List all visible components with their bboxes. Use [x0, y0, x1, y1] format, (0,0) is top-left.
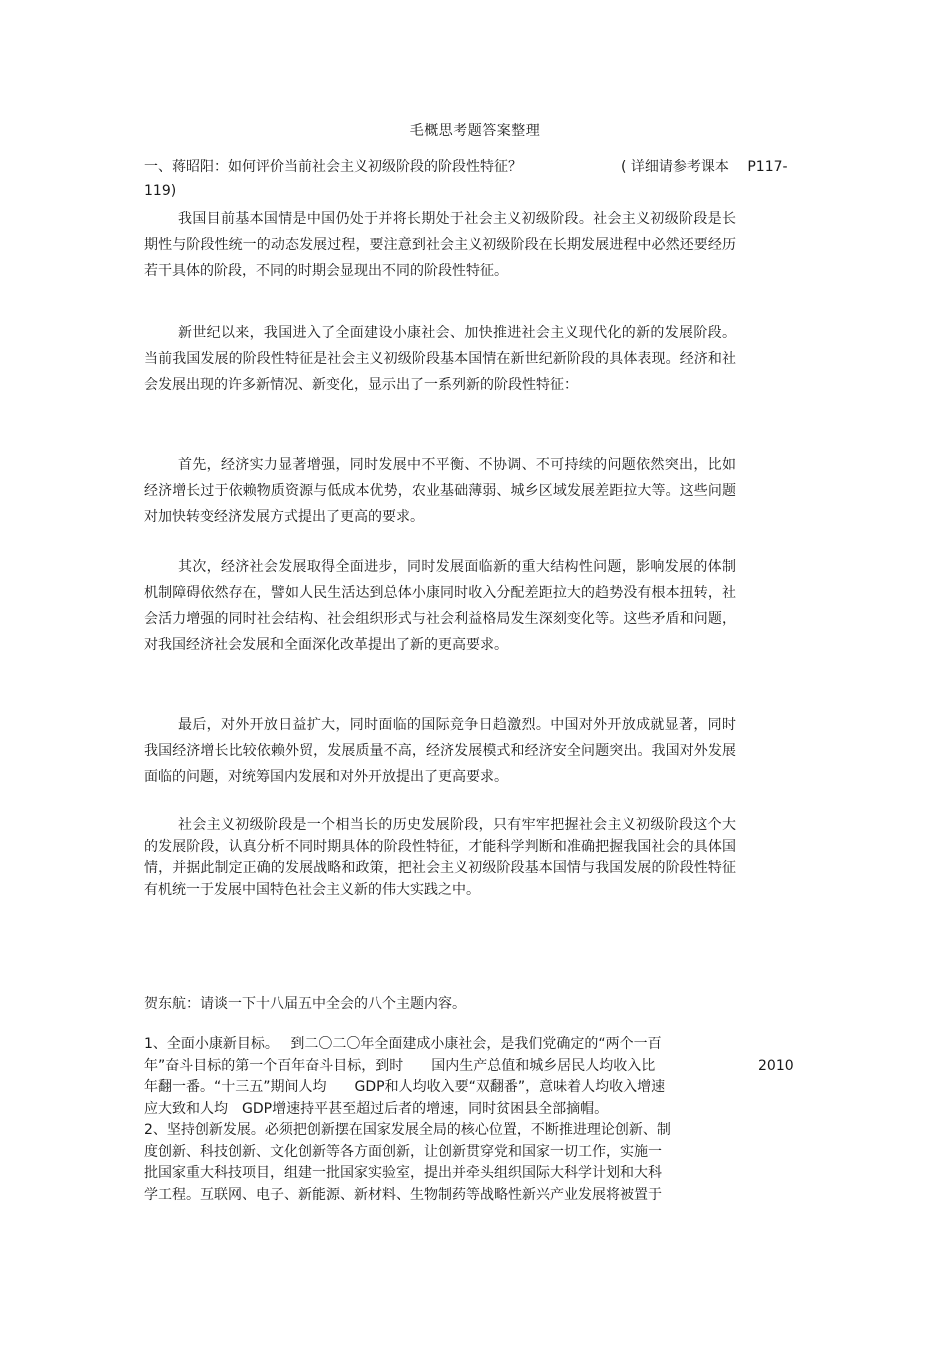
paragraph-1: 我国目前基本国情是中国仍处于并将长期处于社会主义初级阶段。社会主义初级阶段是长期性与阶段性统一的动态发展过程，要注意到社会主义初级阶段在长期发展进程中必然还要经历若干具体的阶段，不同的时期会显现出不同的阶段性特征。: [144, 211, 736, 279]
question-1-heading: [144, 156, 814, 199]
item-2-line: 学工程。互联网、电子、新能源、新材料、生物制药等战略性新兴产业发展将被置于: [144, 1186, 662, 1203]
item-1-line: [144, 1056, 794, 1078]
question-2-heading: 贺东航：请谈一下十八届五中全会的八个主题内容。: [144, 996, 466, 1012]
item-1-line-text: 年”奋斗目标的第一个百年奋斗目标，到时 国内生产总值和城乡居民人均收入比: [144, 1057, 656, 1074]
paragraph-6: 社会主义初级阶段是一个相当长的历史发展阶段，只有牢牢把握社会主义初级阶段这个大的发展阶段，认真分析不同时期具体的阶段性特征，才能科学判断和准确把握我国社会的具体国情，并据此制定正确的发展战略和政策，把社会主义初级阶段基本国情与我国发展的阶段性特征有机统一于发展中国特色社会主义新的伟大实践之中。: [144, 817, 736, 898]
paragraph-4: 其次，经济社会发展取得全面进步，同时发展面临新的重大结构性问题，影响发展的体制机制障碍依然存在，譬如人民生活达到总体小康同时收入分配差距拉大的趋势没有根本扭转，社会活力增强的同时社会结构、社会组织形式与社会利益格局发生深刻变化等。这些矛盾和问题，对我国经济社会发展和全面深化改革提出了新的更高要求。: [144, 559, 736, 653]
paragraph-2: 新世纪以来，我国进入了全面建设小康社会、加快推进社会主义现代化的新的发展阶段。当前我国发展的阶段性特征是社会主义初级阶段基本国情在新世纪新阶段的具体表现。经济和社会发展出现的许多新情况、新变化，显示出了一系列新的阶段性特征：: [144, 325, 736, 393]
item-1-line: 应大致和人均 GDP增速持平甚至超过后者的增速，同时贫困县全部摘帽。: [144, 1100, 609, 1117]
question-1-reference-cont: 119): [144, 183, 177, 199]
item-1-year: 2010: [758, 1057, 794, 1074]
question-1-reference: ( 详细请参考课本 P117-: [621, 159, 788, 175]
item-2-line: 批国家重大科技项目，组建一批国家实验室，提出并牵头组织国际大科学计划和大科: [144, 1165, 662, 1181]
item-1: [144, 1034, 794, 1120]
paragraph-3: 首先，经济实力显著增强，同时发展中不平衡、不协调、不可持续的问题依然突出，比如经济增长过于依赖物质资源与低成本优势，农业基础薄弱、城乡区域发展差距拉大等。这些问题对加快转变经济发展方式提出了更高的要求。: [144, 457, 736, 525]
item-1-line: 1、全面小康新目标。 到二〇二〇年全面建成小康社会，是我们党确定的“两个一百: [144, 1036, 662, 1052]
item-2-line: 2、坚持创新发展。必须把创新摆在国家发展全局的核心位置，不断推进理论创新、制: [144, 1122, 671, 1138]
item-2: [144, 1120, 774, 1206]
item-1-line: 年翻一番。“十三五”期间人均 GDP和人均收入要“双翻番”，意味着人均收入增速: [144, 1079, 666, 1095]
item-2-line: 度创新、科技创新、文化创新等各方面创新，让创新贯穿党和国家一切工作，实施一: [144, 1143, 662, 1160]
paragraph-5: 最后，对外开放日益扩大，同时面临的国际竞争日趋激烈。中国对外开放成就显著，同时我国经济增长比较依赖外贸，发展质量不高，经济发展模式和经济安全问题突出。我国对外发展面临的问题，对统筹国内发展和对外开放提出了更高要求。: [144, 717, 736, 785]
page-title: 毛概思考题答案整理: [409, 123, 541, 139]
question-1-text: 一、蒋昭阳：如何评价当前社会主义初级阶段的阶段性特征？: [144, 159, 522, 175]
